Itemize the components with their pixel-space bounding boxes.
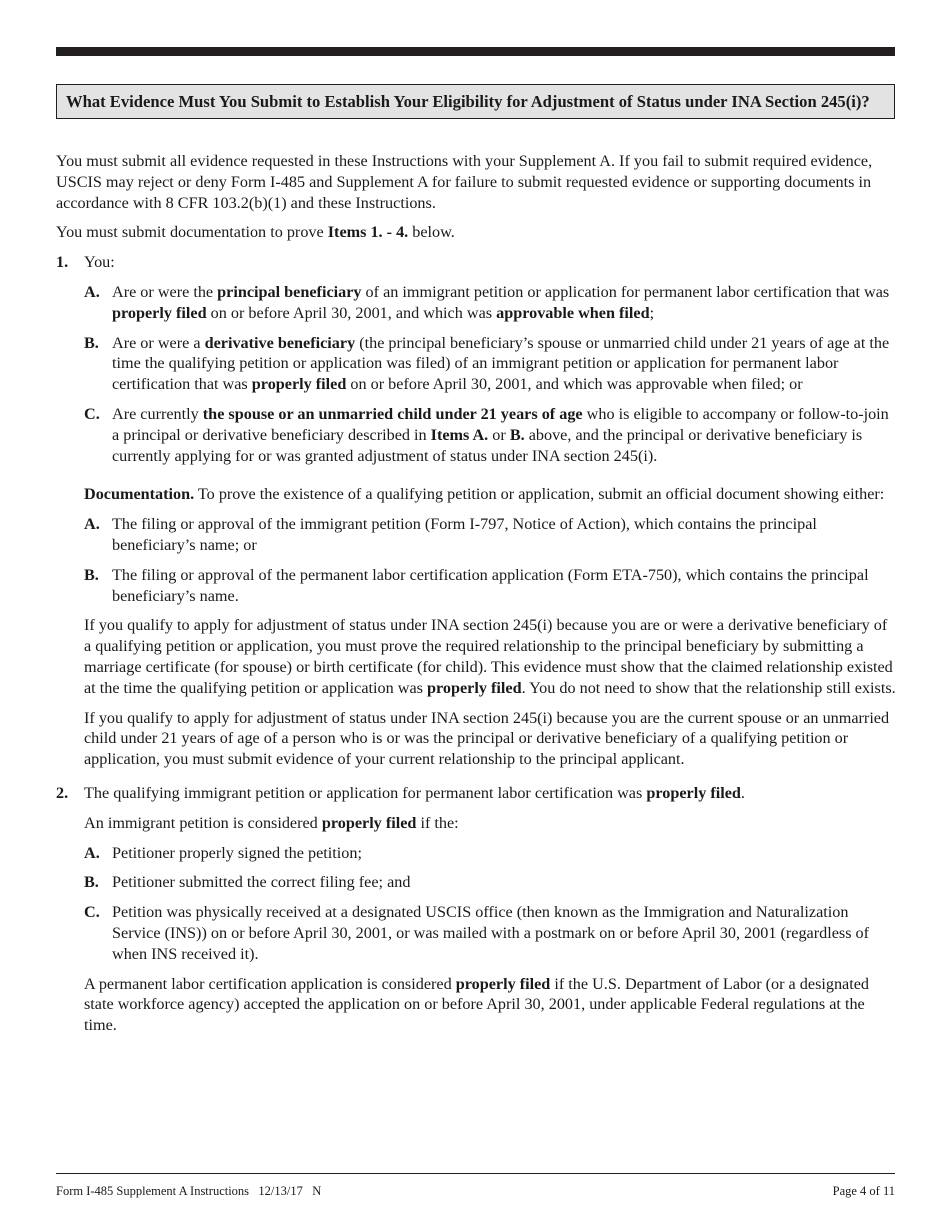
item-2b: B. Petitioner submitted the correct filing fee; and (84, 873, 411, 892)
footer-rule (56, 1173, 895, 1174)
labor-certification-paragraph: A permanent labor certification application is considered properly filed if the U.S. Department of Labor (or a designated state workforce agency) accepted the application on or before April 30, 2001, under applicable Federal regulations at the time. (84, 974, 870, 1035)
item-1c: C. Are currently the spouse or an unmarried child under 21 years of age who is eligible to accompany or follow-to-join a principal or derivative beneficiary described in Items A. or B. above, and the principal or derivative beneficiary is currently applying for or was granted adjustment of status under INA section 245(i). (84, 404, 889, 465)
petition-intro-paragraph: An immigrant petition is considered properly filed if the: (84, 813, 459, 832)
section-heading-text: What Evidence Must You Submit to Establish Your Eligibility for Adjustment of Status under INA Section 245(i)? (66, 92, 870, 111)
documentation-a: A. The filing or approval of the immigrant petition (Form I-797, Notice of Action), which contains the principal beneficiary’s name; or (84, 515, 817, 554)
item-2 (56, 783, 896, 804)
item-1b: B. Are or were a derivative beneficiary (the principal beneficiary’s spouse or unmarried child under 21 years of age at the time the qualifying petition or application was filed) of an immigrant petition or application for permanent labor certification that was properly filed on or before April 30, 2001, and which was approvable when filed; or (84, 333, 890, 394)
page-content (56, 151, 896, 1045)
page-footer (56, 1183, 895, 1199)
item-2c: C. Petition was physically received at a designated USCIS office (then known as the Immigration and Naturalization Service (INS)) on or before April 30, 2001, or was mailed with a postmark on or before April 30, 2001 (regardless of when INS received it). (84, 903, 870, 963)
item-1-text: You: (84, 253, 115, 272)
item-2-label: 2. (56, 783, 69, 802)
section-heading (56, 84, 895, 119)
spouse-child-paragraph: If you qualify to apply for adjustment of status under INA section 245(i) because you are the current spouse or an unmarried child under 21 years of age of a person who is or was the principal or derivative beneficiary of a qualifying petition or application, you must submit evidence of your current relationship to the principal applicant. (84, 708, 890, 769)
item-2-subsection (84, 813, 896, 1036)
documentation-b: B. The filing or approval of the permanent labor certification application (Form ETA-750), which contains the principal beneficiary’s name. (84, 565, 869, 605)
intro-paragraph: You must submit all evidence requested in these Instructions with your Supplement A. If you fail to submit required evidence, USCIS may reject or deny Form I-485 and Supplement A for failure to submit requested evidence or supporting documents in accordance with 8 CFR 103.2(b)(1) and these Instructions. (56, 152, 873, 212)
top-rule (56, 47, 895, 56)
footer-page-number: Page 4 of 11 (832, 1184, 895, 1198)
derivative-beneficiary-paragraph: If you qualify to apply for adjustment of status under INA section 245(i) because you are or were a derivative beneficiary of a qualifying petition or application, you must prove the required relationship to the principal beneficiary by submitting a marriage certificate (for spouse) or birth certificate (for child). This evidence must show that the claimed relationship existed at the time the qualifying petition or application was properly filed. You do not need to show that the relationship still exists. (84, 616, 896, 697)
item-1a: A. Are or were the principal beneficiary of an immigrant petition or application for permanent labor certification that was properly filed on or before April 30, 2001, and which was approvable when filed; (84, 282, 890, 322)
item-1-label: 1. (56, 253, 69, 272)
footer-form-id: Form I-485 Supplement A Instructions 12/13/17 N (56, 1184, 322, 1198)
documentation-paragraph: Documentation. To prove the existence of a qualifying petition or application, submit an official document showing either: (84, 485, 885, 504)
item-2a: A. Petitioner properly signed the petition; (84, 843, 362, 862)
item-2-text: The qualifying immigrant petition or application for permanent labor certification was properly filed. (84, 783, 745, 802)
item-1-subsection (84, 282, 896, 770)
item-1 (56, 252, 896, 273)
items-intro-paragraph: You must submit documentation to prove Items 1. - 4. below. (56, 223, 455, 242)
